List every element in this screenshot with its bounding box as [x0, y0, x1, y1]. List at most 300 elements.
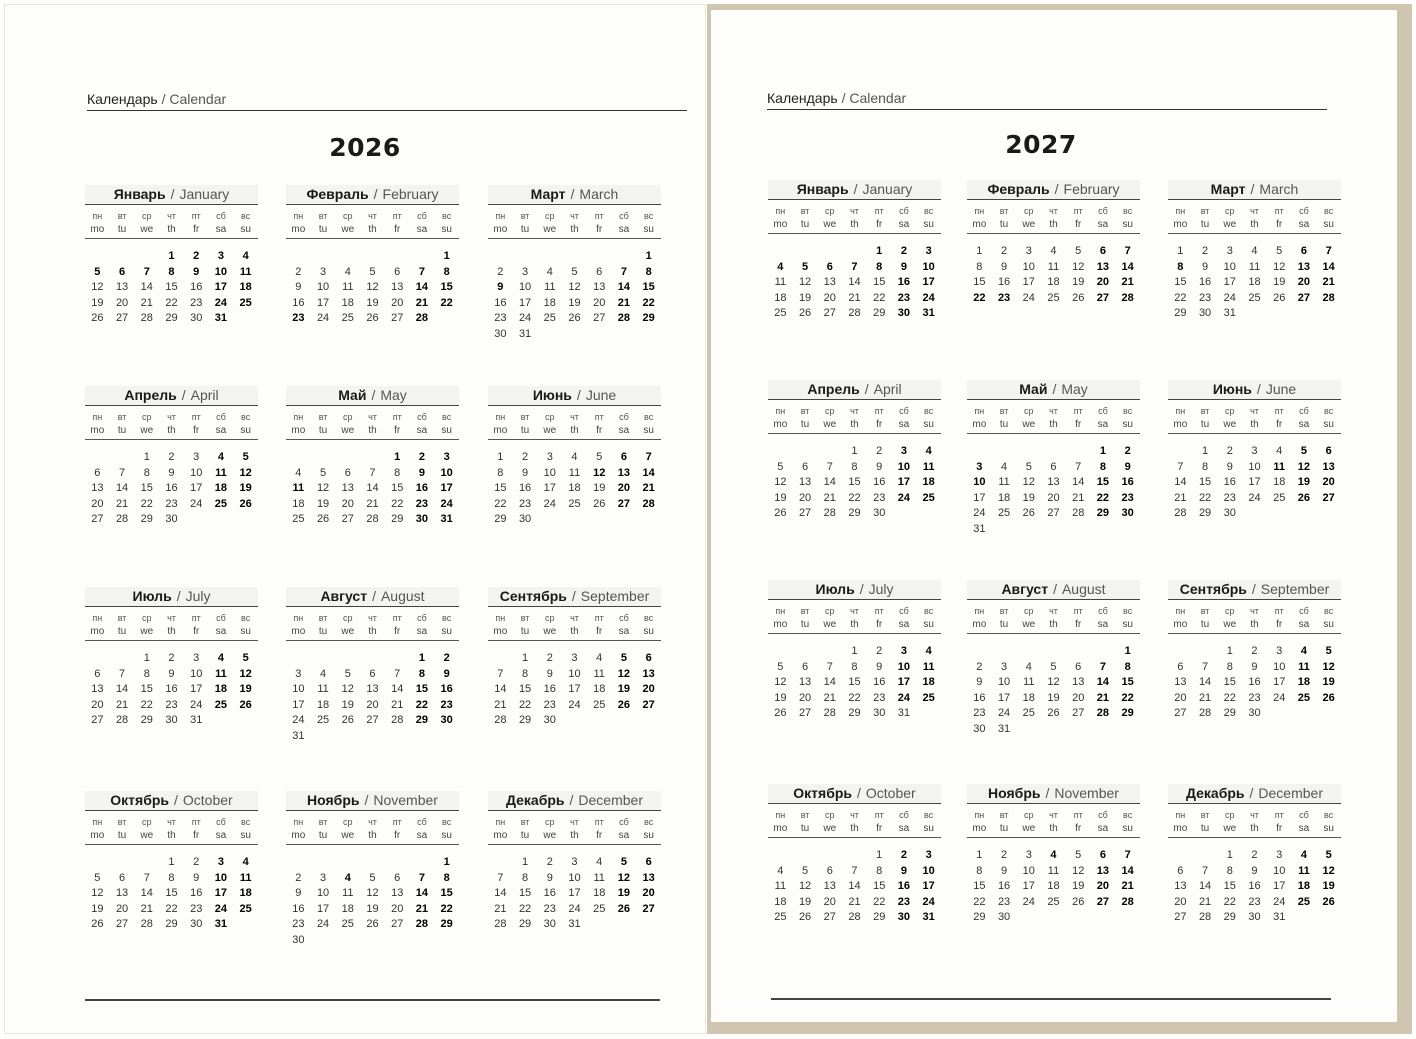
day-cell: 21 [415, 902, 429, 915]
weekday-ru: ср [825, 810, 835, 820]
day-blank [612, 249, 637, 265]
day-cell: 21 [1174, 491, 1187, 504]
weekday-ru: сб [1299, 406, 1309, 416]
day-cell: 18 [214, 683, 228, 696]
day-cell: 16 [873, 676, 886, 689]
weekday-ru: вс [924, 810, 934, 820]
month-name-ru: Сентябрь [1179, 581, 1247, 597]
weekday-en: mo [1173, 823, 1188, 834]
month-name-ru: Август [1001, 581, 1049, 597]
weekday-ru: пт [1274, 206, 1284, 216]
day-cell: 8 [1226, 864, 1233, 877]
day-cell: 20 [91, 497, 104, 510]
day-cell: 1 [418, 652, 425, 664]
weekday-en: tu [800, 823, 810, 834]
day-cell: 15 [1174, 276, 1187, 289]
month-title [488, 185, 661, 205]
day-cell: 1 [876, 245, 883, 257]
month-name-en: April [190, 387, 219, 403]
month-name-en: December [578, 792, 643, 808]
day-cell: 27 [593, 312, 606, 325]
day-cell: 17 [316, 902, 330, 915]
day-cell: 16 [165, 683, 178, 696]
day-cell: 11 [342, 281, 354, 294]
day-cell: 16 [997, 880, 1011, 893]
day-cell: 19 [1072, 880, 1085, 893]
day-cell: 23 [292, 918, 305, 931]
day-cell: 19 [617, 887, 631, 900]
weekday-en: mo [493, 626, 508, 637]
weekday-en: sa [1097, 219, 1109, 230]
day-blank [1016, 444, 1041, 460]
day-cell: 23 [165, 497, 178, 510]
month-block [1168, 784, 1341, 926]
weekday-row-en [967, 822, 1140, 838]
day-blank [1016, 644, 1041, 660]
year-title: 2026 [329, 133, 401, 162]
day-cell: 14 [617, 281, 631, 294]
day-cell: 23 [873, 691, 886, 704]
day-cell: 24 [190, 698, 203, 711]
weekday-en: th [1049, 823, 1058, 834]
day-blank [1066, 644, 1091, 660]
day-cell: 29 [165, 312, 178, 325]
day-cell: 7 [1177, 460, 1184, 473]
day-cell: 19 [239, 683, 252, 696]
day-cell: 24 [543, 497, 556, 510]
day-cell: 31 [1273, 911, 1286, 924]
day-cell: 9 [443, 667, 450, 680]
day-cell: 22 [518, 902, 532, 915]
month-name-ru: Апрель [124, 387, 177, 403]
weekday-en: su [441, 224, 452, 235]
month-title [1168, 380, 1341, 400]
day-cell: 19 [1322, 676, 1335, 689]
weekday-row-ru [488, 815, 661, 829]
month-name-en: June [585, 387, 617, 403]
month-name-ru: Февраль [306, 186, 369, 202]
day-cell: 28 [415, 918, 429, 931]
month-name-ru: Декабрь [505, 792, 565, 808]
day-cell: 10 [997, 676, 1011, 689]
day-cell: 5 [1325, 645, 1332, 657]
day-cell: 22 [140, 698, 153, 711]
page-header [87, 91, 687, 111]
day-cell: 28 [1096, 707, 1110, 720]
day-cell: 4 [571, 451, 578, 463]
month-name-en: January [862, 181, 913, 197]
day-cell: 9 [193, 871, 200, 884]
weekday-en: fr [1075, 219, 1082, 230]
day-cell: 9 [1001, 260, 1008, 273]
day-cell: 3 [571, 856, 578, 868]
day-cell: 2 [1001, 245, 1008, 257]
day-cell: 3 [1001, 660, 1008, 673]
weekday-en: tu [117, 224, 127, 235]
day-cell: 21 [140, 296, 153, 309]
day-cell: 13 [1096, 260, 1110, 273]
day-cell: 27 [1174, 707, 1187, 720]
day-cell: 25 [774, 307, 787, 320]
weekday-ru: вт [800, 406, 810, 416]
day-cell: 11 [1023, 676, 1035, 689]
weekday-ru: чт [368, 817, 377, 827]
day-cell: 29 [140, 714, 153, 727]
weekday-en: mo [773, 823, 788, 834]
weekday-ru: чт [167, 412, 176, 422]
day-cell: 30 [415, 513, 429, 526]
day-blank [817, 848, 842, 864]
day-cell: 7 [826, 660, 833, 673]
weekday-en: su [1122, 219, 1133, 230]
day-cell: 8 [645, 265, 652, 278]
day-cell: 29 [873, 307, 886, 320]
weekday-ru: сб [1098, 406, 1108, 416]
weekday-row-ru [967, 604, 1140, 618]
month-block [488, 386, 661, 528]
day-cell: 7 [1202, 660, 1209, 673]
day-blank [1168, 644, 1193, 660]
day-cell: 7 [497, 667, 504, 680]
day-cell: 21 [823, 691, 836, 704]
weekday-en: we [1022, 419, 1036, 430]
day-blank [488, 855, 513, 871]
day-cell: 12 [91, 887, 104, 900]
weekday-en: fr [1075, 619, 1082, 630]
month-name-en: May [1061, 381, 1088, 397]
day-blank [286, 450, 311, 466]
day-cell: 5 [620, 856, 627, 868]
day-cell: 3 [217, 856, 224, 868]
day-cell: 8 [976, 260, 983, 273]
weekday-ru: пт [1073, 606, 1083, 616]
day-cell: 20 [391, 296, 404, 309]
day-cell: 29 [140, 513, 153, 526]
weekday-ru: пн [495, 412, 506, 422]
weekday-ru: сб [1299, 810, 1309, 820]
day-cell: 11 [544, 281, 556, 294]
weekday-en: fr [876, 619, 883, 630]
weekday-ru: сб [417, 412, 427, 422]
weekday-en: th [1250, 419, 1259, 430]
weekday-en: we [140, 425, 154, 436]
weekday-en: mo [972, 219, 987, 230]
day-cell: 17 [568, 887, 581, 900]
day-cell: 10 [1273, 660, 1286, 673]
weekday-row-ru [286, 410, 459, 424]
day-cell: 13 [617, 466, 631, 479]
day-cell: 18 [593, 887, 606, 900]
weekday-ru: пн [293, 412, 304, 422]
day-cell: 26 [568, 312, 581, 325]
day-cell: 23 [1121, 491, 1134, 504]
day-blank [85, 855, 110, 871]
weekday-en: we [823, 619, 837, 630]
weekday-ru: пт [1274, 406, 1284, 416]
day-blank [817, 644, 842, 660]
weekday-ru: сб [1098, 810, 1108, 820]
weekday-ru: чт [850, 606, 859, 616]
day-blank [335, 651, 360, 667]
day-cell: 24 [1248, 491, 1261, 504]
day-blank [85, 651, 110, 667]
weekday-en: sa [215, 626, 227, 637]
weekday-row-en [768, 418, 941, 434]
day-cell: 30 [997, 911, 1011, 924]
weekday-en: tu [999, 823, 1009, 834]
weekday-ru: ср [825, 606, 835, 616]
day-blank [360, 855, 385, 871]
weekday-row-en [488, 424, 661, 440]
day-blank [311, 249, 336, 265]
day-cell: 1 [1202, 445, 1209, 457]
day-cell: 3 [320, 265, 327, 278]
day-cell: 13 [593, 281, 606, 294]
day-cell: 30 [873, 507, 886, 520]
day-cell: 20 [1174, 895, 1187, 908]
day-cell: 4 [344, 871, 351, 884]
day-blank [537, 249, 562, 265]
day-cell: 9 [193, 265, 200, 278]
month-name-ru: Май [1019, 381, 1048, 397]
day-cell: 3 [1025, 245, 1032, 257]
weekday-ru: сб [899, 810, 909, 820]
day-cell: 4 [777, 864, 784, 877]
day-cell: 30 [543, 918, 556, 931]
weekday-ru: вс [1324, 406, 1334, 416]
day-cell: 13 [1174, 676, 1187, 689]
day-cell: 22 [642, 296, 655, 309]
day-cell: 18 [1047, 880, 1060, 893]
day-cell: 19 [568, 296, 581, 309]
month-block [85, 185, 258, 327]
day-cell: 19 [1273, 276, 1286, 289]
weekday-ru: ср [142, 211, 152, 221]
weekday-ru: чт [570, 613, 579, 623]
day-cell: 22 [140, 497, 153, 510]
day-cell: 21 [115, 497, 129, 510]
weekday-en: th [368, 425, 377, 436]
weekday-ru: сб [417, 211, 427, 221]
weekday-en: su [441, 830, 452, 841]
day-cell: 2 [418, 451, 425, 463]
day-cell: 25 [568, 497, 581, 510]
weekday-en: sa [416, 224, 428, 235]
weekday-row-en [768, 618, 941, 634]
month-separator: / [1250, 181, 1255, 197]
weekday-row-ru [967, 204, 1140, 218]
weekday-row-en [967, 218, 1140, 234]
month-title [488, 386, 661, 406]
day-cell: 16 [165, 482, 178, 495]
day-cell: 18 [1022, 691, 1035, 704]
day-cell: 29 [1096, 507, 1110, 520]
day-cell: 16 [494, 296, 507, 309]
day-cell: 27 [1174, 911, 1187, 924]
day-cell: 29 [391, 513, 404, 526]
weekday-row-en [967, 618, 1140, 634]
month-separator: / [864, 381, 869, 397]
day-cell: 7 [119, 667, 126, 680]
month-separator: / [176, 588, 181, 604]
day-cell: 22 [494, 497, 507, 510]
day-cell: 15 [1121, 676, 1134, 689]
weekday-en: we [1223, 823, 1237, 834]
weekday-en: th [570, 830, 579, 841]
day-cell: 18 [1047, 276, 1060, 289]
weekday-ru: ср [1024, 606, 1034, 616]
day-cell: 10 [440, 466, 453, 479]
weekday-ru: пн [293, 211, 304, 221]
month-name-ru: Январь [796, 181, 849, 197]
day-cell: 18 [341, 296, 354, 309]
weekday-en: th [368, 830, 377, 841]
weekday-ru: сб [417, 613, 427, 623]
weekday-ru: сб [619, 613, 629, 623]
weekday-ru: вс [442, 211, 452, 221]
weekday-row-ru [1168, 204, 1341, 218]
day-cell: 1 [394, 451, 401, 463]
day-cell: 21 [415, 296, 429, 309]
weekday-en: su [1323, 219, 1334, 230]
day-cell: 2 [976, 660, 983, 673]
day-cell: 9 [976, 676, 983, 689]
weekday-en: sa [215, 425, 227, 436]
day-cell: 13 [1096, 864, 1110, 877]
day-cell: 13 [115, 887, 129, 900]
weekday-ru: чт [850, 406, 859, 416]
day-cell: 18 [774, 291, 787, 304]
day-cell: 29 [1198, 507, 1212, 520]
day-blank [134, 249, 159, 265]
day-cell: 25 [593, 698, 606, 711]
day-cell: 11 [292, 482, 305, 495]
weekday-row-ru [488, 410, 661, 424]
weekday-ru: вс [241, 817, 251, 827]
day-blank [768, 644, 793, 660]
weekday-ru: вт [1200, 206, 1210, 216]
day-cell: 8 [394, 466, 401, 479]
day-cell: 9 [876, 660, 883, 673]
day-cell: 29 [415, 714, 429, 727]
day-cell: 4 [1276, 445, 1283, 457]
day-cell: 20 [391, 902, 404, 915]
month-name-en: May [380, 387, 407, 403]
weekday-ru: пт [1073, 810, 1083, 820]
weekday-en: mo [773, 419, 788, 430]
day-blank [360, 651, 385, 667]
day-cell: 4 [1050, 245, 1057, 257]
day-cell: 4 [295, 466, 302, 479]
weekday-en: fr [1075, 419, 1082, 430]
weekday-ru: вс [1324, 810, 1334, 820]
day-cell: 22 [440, 296, 453, 309]
weekday-ru: пт [191, 211, 201, 221]
day-grid [286, 651, 459, 745]
day-cell: 26 [239, 698, 252, 711]
day-cell: 16 [292, 296, 305, 309]
weekday-en: mo [90, 830, 105, 841]
day-blank [793, 644, 818, 660]
weekday-en: sa [416, 425, 428, 436]
day-cell: 14 [1198, 676, 1212, 689]
day-cell: 2 [1124, 445, 1131, 457]
day-cell: 18 [292, 497, 305, 510]
day-cell: 14 [140, 281, 153, 294]
day-cell: 9 [497, 281, 504, 294]
weekday-ru: вт [999, 406, 1009, 416]
day-cell: 28 [1072, 507, 1085, 520]
day-cell: 28 [391, 714, 404, 727]
weekday-en: tu [117, 830, 127, 841]
day-blank [385, 855, 410, 871]
day-cell: 7 [1075, 460, 1082, 473]
weekday-ru: пн [974, 406, 985, 416]
day-cell: 7 [620, 265, 627, 278]
weekday-ru: чт [1250, 206, 1259, 216]
day-cell: 9 [295, 281, 302, 294]
day-cell: 7 [1124, 849, 1131, 861]
weekday-row-ru [967, 808, 1140, 822]
day-cell: 17 [1273, 676, 1286, 689]
day-cell: 26 [1022, 507, 1035, 520]
day-cell: 5 [1300, 445, 1307, 457]
weekday-ru: вс [241, 412, 251, 422]
weekday-ru: пт [1073, 206, 1083, 216]
day-cell: 13 [798, 676, 812, 689]
weekday-row-en [768, 822, 941, 838]
weekday-en: we [1223, 219, 1237, 230]
day-cell: 2 [1001, 849, 1008, 861]
day-cell: 19 [798, 895, 812, 908]
day-cell: 9 [876, 460, 883, 473]
day-cell: 20 [1072, 691, 1085, 704]
day-grid [286, 450, 459, 528]
day-cell: 3 [546, 451, 553, 463]
day-cell: 10 [316, 887, 330, 900]
month-block [967, 380, 1140, 538]
day-grid [1168, 444, 1341, 522]
day-cell: 18 [341, 902, 354, 915]
weekday-ru: ср [825, 406, 835, 416]
weekday-ru: ср [142, 613, 152, 623]
day-cell: 11 [593, 871, 605, 884]
day-cell: 25 [1022, 707, 1035, 720]
day-cell: 20 [1047, 491, 1060, 504]
day-cell: 28 [1198, 707, 1212, 720]
day-cell: 20 [642, 683, 655, 696]
day-cell: 30 [1248, 911, 1261, 924]
day-cell: 21 [115, 698, 129, 711]
weekday-ru: вт [1200, 606, 1210, 616]
day-blank [793, 444, 818, 460]
day-cell: 10 [543, 466, 556, 479]
month-title [286, 587, 459, 607]
day-cell: 27 [823, 911, 836, 924]
day-cell: 25 [593, 902, 606, 915]
day-cell: 1 [522, 856, 529, 868]
weekday-en: sa [1097, 823, 1109, 834]
month-block [967, 784, 1140, 926]
header-separator: / [161, 91, 166, 107]
day-cell: 8 [976, 864, 983, 877]
weekday-ru: сб [1299, 606, 1309, 616]
day-cell: 1 [168, 856, 175, 868]
day-cell: 11 [998, 476, 1010, 489]
weekday-en: th [1049, 419, 1058, 430]
month-name-en: March [579, 186, 619, 202]
weekday-ru: пт [191, 817, 201, 827]
